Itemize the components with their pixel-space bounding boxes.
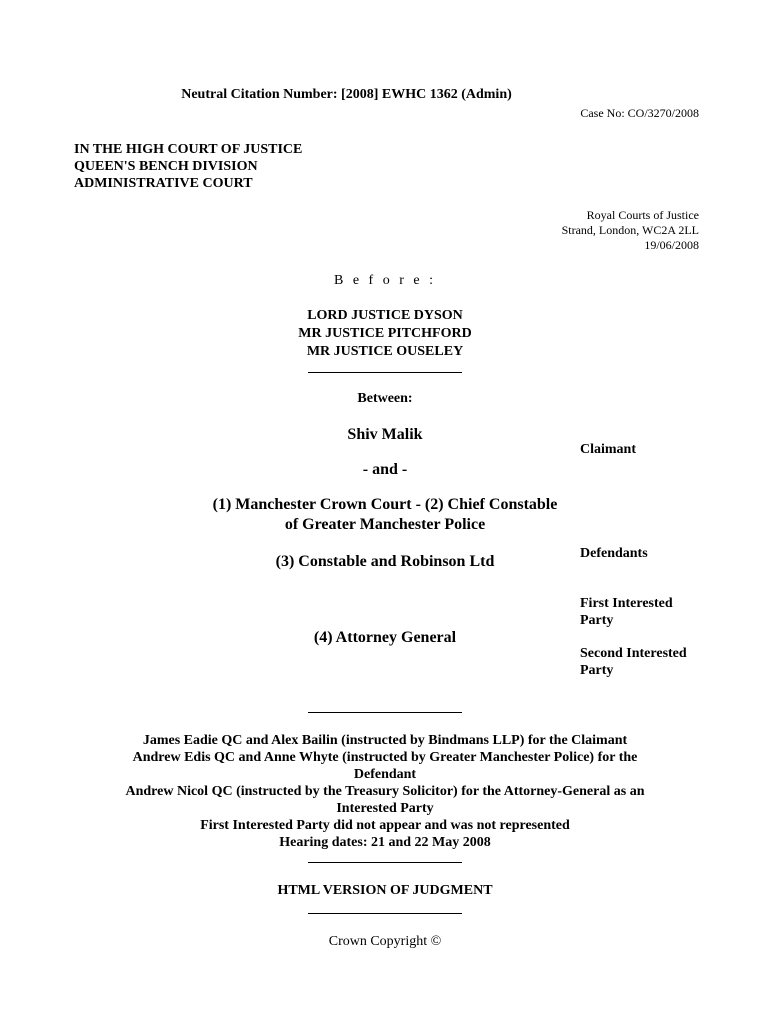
judge-name: LORD JUSTICE DYSON bbox=[307, 308, 463, 323]
counsel-line: First Interested Party did not appear and was not represented bbox=[200, 818, 570, 833]
court-line: ADMINISTRATIVE COURT bbox=[74, 176, 253, 191]
role-line: First Interested bbox=[580, 596, 673, 611]
counsel-line: James Eadie QC and Alex Bailin (instructed by Bindmans LLP) for the Claimant bbox=[142, 733, 628, 748]
fourth-party-name: (4) Attorney General bbox=[313, 629, 457, 646]
judge-name: MR JUSTICE OUSELEY bbox=[306, 344, 464, 359]
judge-name: MR JUSTICE PITCHFORD bbox=[298, 326, 472, 341]
second-interested-party-role bbox=[580, 645, 687, 679]
counsel-line: Defendant bbox=[353, 767, 417, 782]
html-version-heading: HTML VERSION OF JUDGMENT bbox=[277, 883, 493, 898]
counsel-line: Andrew Nicol QC (instructed by the Treasury Solicitor) for the Attorney-General as an bbox=[125, 784, 645, 799]
role-line: Party bbox=[580, 613, 614, 628]
between-label: Between: bbox=[357, 391, 413, 406]
court-name bbox=[74, 141, 302, 192]
claimant-name: Shiv Malik bbox=[347, 426, 423, 443]
third-party-name: (3) Constable and Robinson Ltd bbox=[275, 553, 495, 570]
court-line: QUEEN'S BENCH DIVISION bbox=[74, 159, 258, 174]
location-line: Royal Courts of Justice bbox=[586, 208, 699, 222]
defendants-names bbox=[185, 495, 585, 535]
divider bbox=[308, 862, 462, 863]
divider bbox=[308, 913, 462, 914]
case-number: Case No: CO/3270/2008 bbox=[580, 106, 699, 120]
neutral-citation: Neutral Citation Number: [2008] EWHC 1362 (Admin) bbox=[181, 87, 512, 102]
counsel-block bbox=[80, 732, 690, 851]
before-label: B e f o r e : bbox=[334, 273, 436, 288]
copyright-notice: Crown Copyright © bbox=[328, 934, 442, 949]
judgment-date: 19/06/2008 bbox=[644, 238, 699, 252]
counsel-line: Andrew Edis QC and Anne Whyte (instructed by Greater Manchester Police) for the bbox=[132, 750, 638, 765]
role-line: Second Interested bbox=[580, 646, 687, 661]
role-line: Party bbox=[580, 663, 614, 678]
defendants-line: (1) Manchester Crown Court - (2) Chief Constable bbox=[212, 496, 558, 513]
hearing-dates: Hearing dates: 21 and 22 May 2008 bbox=[279, 835, 491, 850]
judges-list bbox=[0, 307, 770, 361]
claimant-role: Claimant bbox=[580, 442, 636, 457]
counsel-line: Interested Party bbox=[336, 801, 434, 816]
location-line: Strand, London, WC2A 2LL bbox=[561, 223, 699, 237]
court-line: IN THE HIGH COURT OF JUSTICE bbox=[74, 142, 303, 157]
defendants-line: of Greater Manchester Police bbox=[284, 516, 486, 533]
court-location bbox=[562, 208, 699, 253]
and-separator: - and - bbox=[362, 461, 408, 478]
defendants-role: Defendants bbox=[580, 546, 648, 561]
first-interested-party-role bbox=[580, 595, 673, 629]
divider bbox=[308, 712, 462, 713]
divider bbox=[308, 372, 462, 373]
